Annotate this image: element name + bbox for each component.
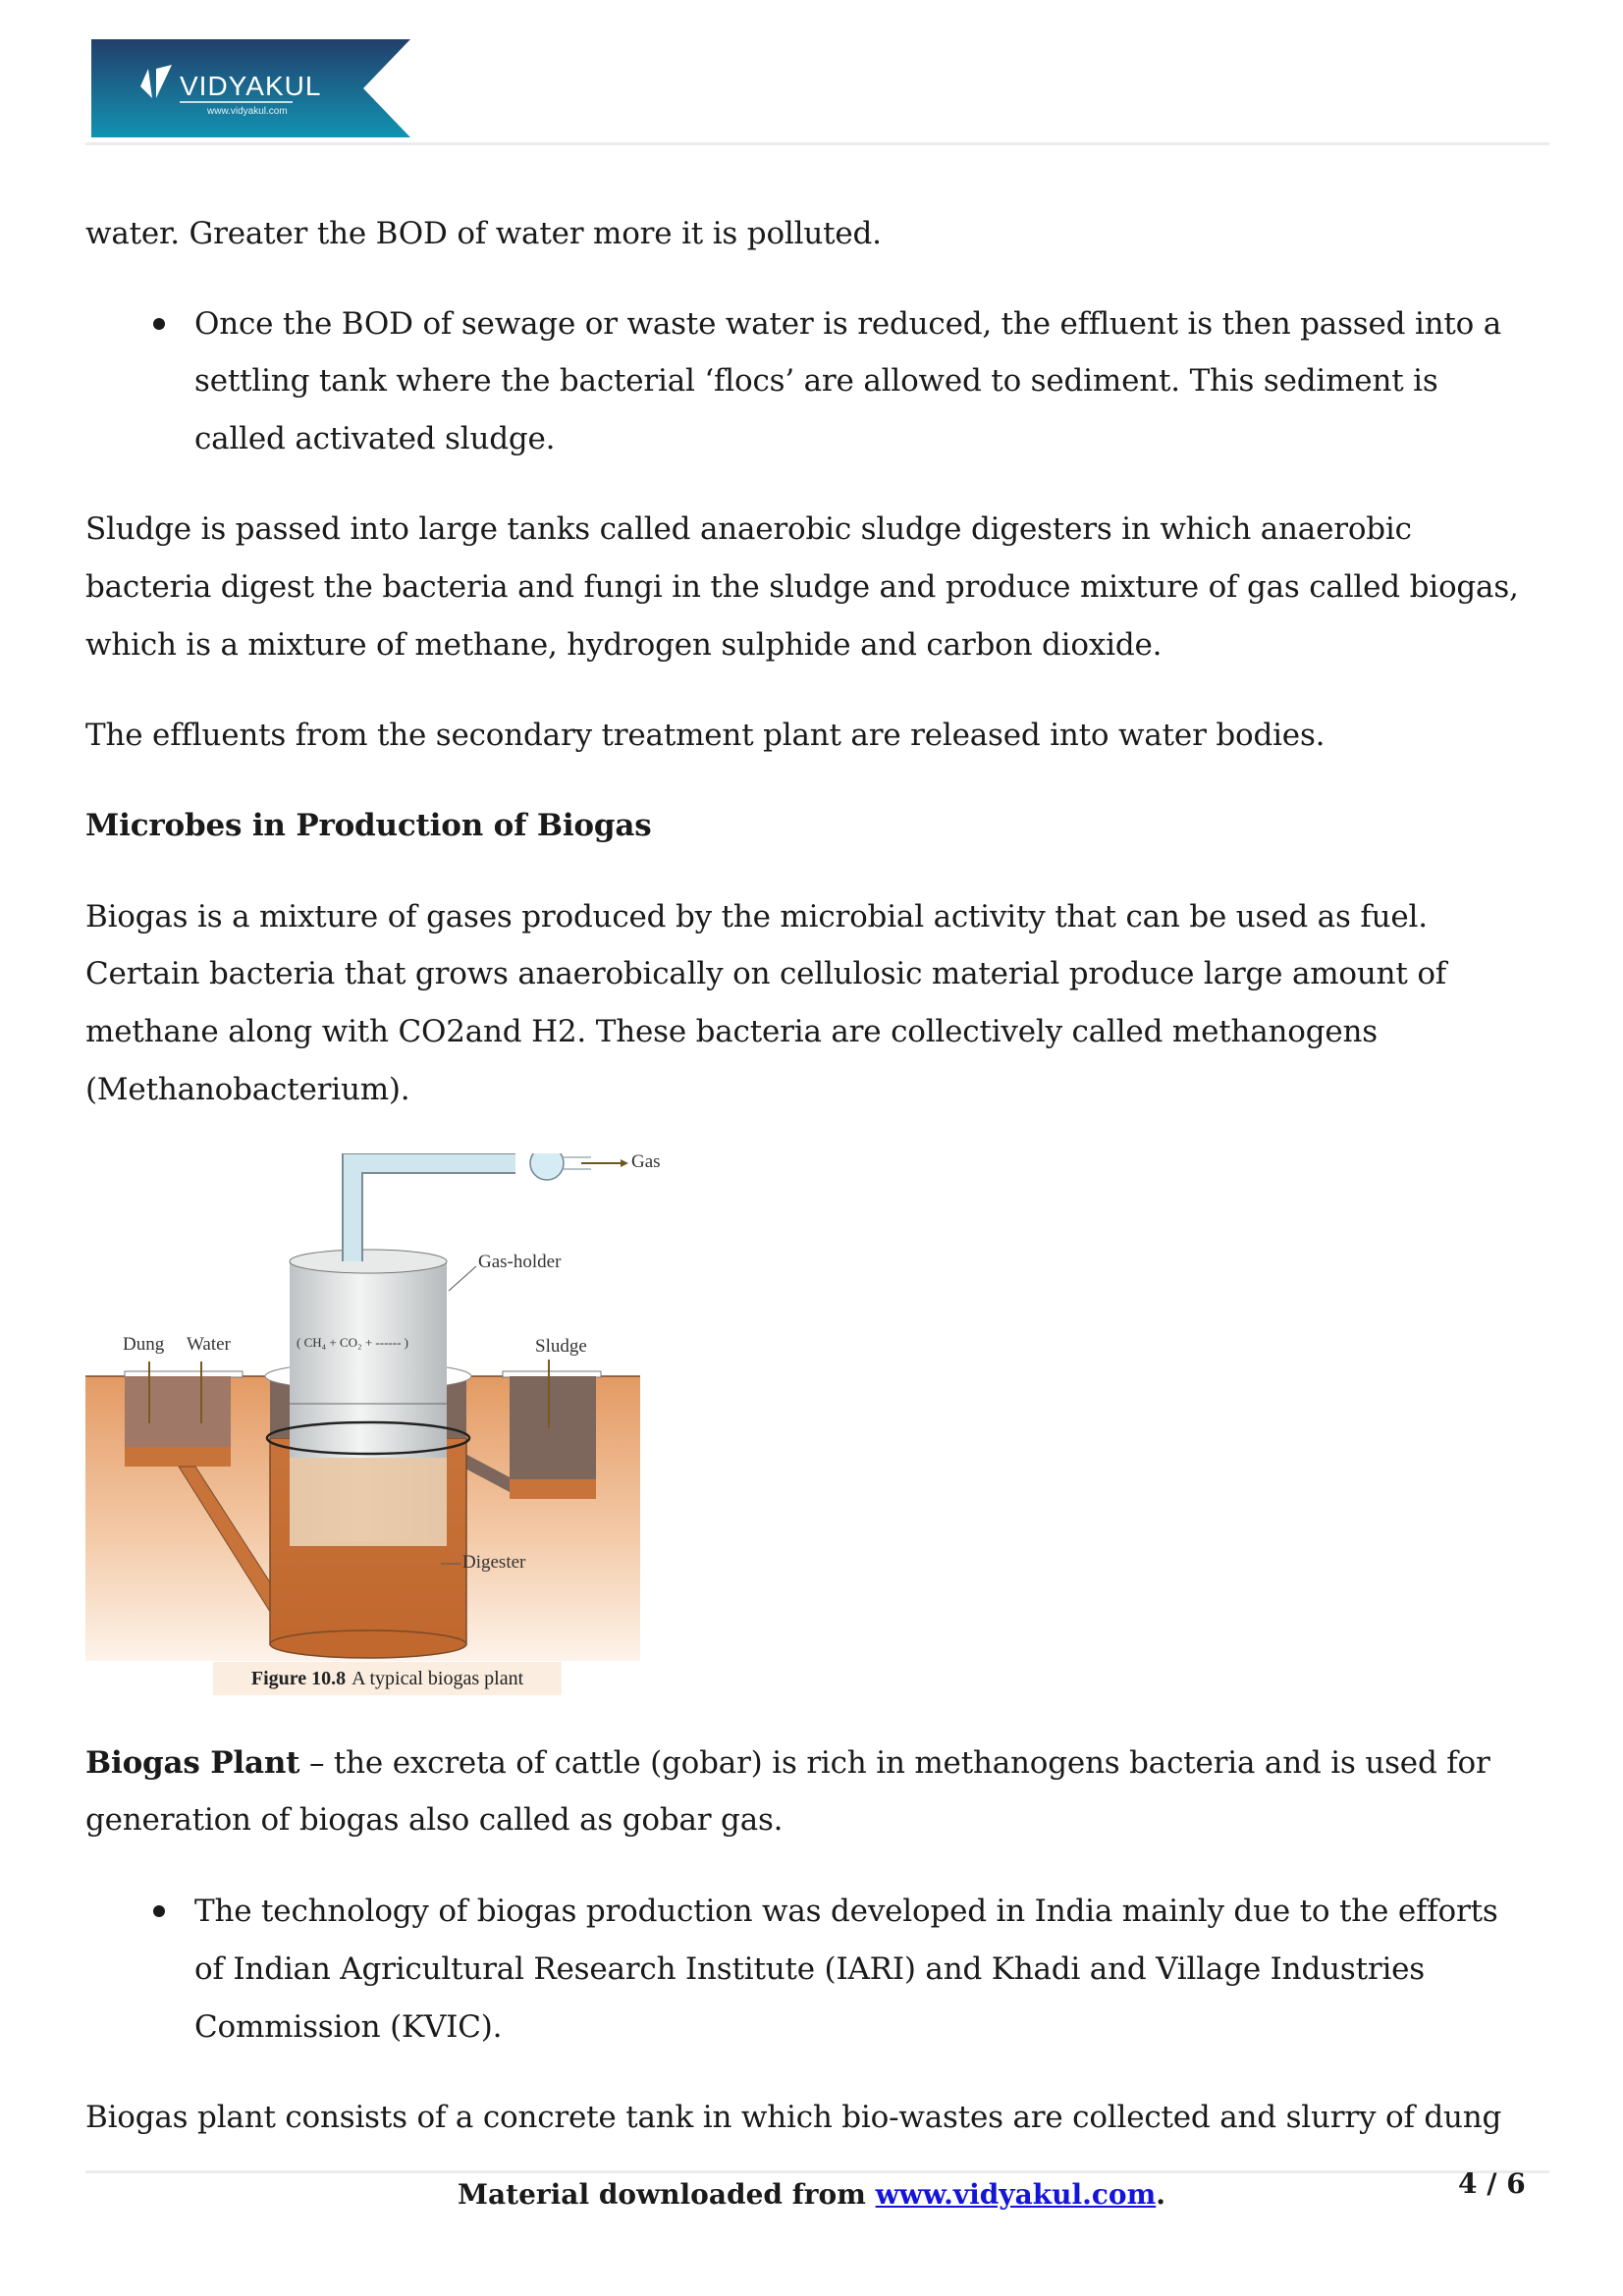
figure-caption-text: A typical biogas plant	[352, 1668, 524, 1689]
paragraph-line: Biogas is a mixture of gases produced by the microbial activity that can be used as fuel.	[85, 899, 1428, 934]
paragraph-line: methane along with CO2and H2. These bacteria are collectively called methanogens	[85, 1014, 1379, 1049]
label-gas-formula: ( CH₄ + CO₂ + ------ )	[297, 1335, 408, 1350]
biogas-plant-figure	[85, 1151, 661, 1698]
paragraph-line: bacteria digest the bacteria and fungi in the sludge and produce mixture of gas called biogas,	[85, 569, 1519, 605]
footer-credit	[0, 2177, 1623, 2213]
vidyakul-logo	[91, 39, 410, 137]
bullet-line: settling tank where the bacterial ‘flocs’ are allowed to sediment. This sediment is	[194, 363, 1438, 399]
footer-divider	[85, 2170, 1549, 2173]
paragraph-line: generation of biogas also called as gobar gas.	[85, 1802, 784, 1838]
bullet-line: Once the BOD of sewage or waste water is reduced, the effluent is then passed into a	[194, 306, 1502, 342]
figure-number: Figure 10.8	[250, 1668, 347, 1689]
label-gas-holder: Gas-holder	[478, 1252, 562, 1272]
page-number: 4 / 6	[1458, 2167, 1526, 2200]
biogas-plant-diagram-icon	[85, 1153, 645, 1664]
bullet-icon	[153, 1905, 165, 1917]
label-digester: Digester	[462, 1552, 526, 1573]
footer-prefix: Material downloaded from	[458, 2178, 876, 2211]
svg-text:VIDYAKUL: VIDYAKUL	[180, 71, 322, 101]
bullet-line: of Indian Agricultural Research Institute (IARI) and Khadi and Village Industries	[194, 1951, 1426, 1987]
header-divider	[85, 142, 1549, 145]
paragraph-line: Sludge is passed into large tanks called anaerobic sludge digesters in which anaerobic	[85, 511, 1412, 547]
paragraph-line: Biogas plant consists of a concrete tank in which bio-wastes are collected and slurry of dung	[85, 2100, 1502, 2135]
figure-caption	[213, 1662, 562, 1695]
svg-text:www.vidyakul.com: www.vidyakul.com	[207, 106, 288, 117]
paragraph-line: which is a mixture of methane, hydrogen sulphide and carbon dioxide.	[85, 627, 1163, 663]
vidyakul-link[interactable]: www.vidyakul.com	[875, 2178, 1157, 2211]
paragraph-line	[85, 1743, 1490, 1783]
term-biogas-plant: Biogas Plant	[85, 1745, 300, 1781]
label-sludge: Sludge	[535, 1336, 587, 1357]
paragraph-text: – the excreta of cattle (gobar) is rich in methanogens bacteria and is used for	[299, 1745, 1490, 1781]
bullet-line: The technology of biogas production was developed in India mainly due to the efforts	[194, 1894, 1498, 1929]
section-heading: Microbes in Production of Biogas	[85, 808, 652, 843]
paragraph-line: water. Greater the BOD of water more it is polluted.	[85, 216, 882, 251]
paragraph-line: Certain bacteria that grows anaerobically on cellulosic material produce large amount of	[85, 956, 1447, 991]
logo-banner-icon	[91, 39, 410, 137]
label-dung: Dung	[123, 1334, 165, 1355]
bullet-line: Commission (KVIC).	[194, 2009, 503, 2045]
bullet-line: called activated sludge.	[194, 421, 556, 456]
label-gas: Gas	[631, 1151, 661, 1172]
footer-suffix: .	[1156, 2178, 1165, 2211]
label-water: Water	[187, 1334, 231, 1355]
bullet-icon	[153, 318, 165, 330]
paragraph-line: (Methanobacterium).	[85, 1072, 410, 1107]
paragraph-line: The effluents from the secondary treatment plant are released into water bodies.	[85, 718, 1325, 753]
